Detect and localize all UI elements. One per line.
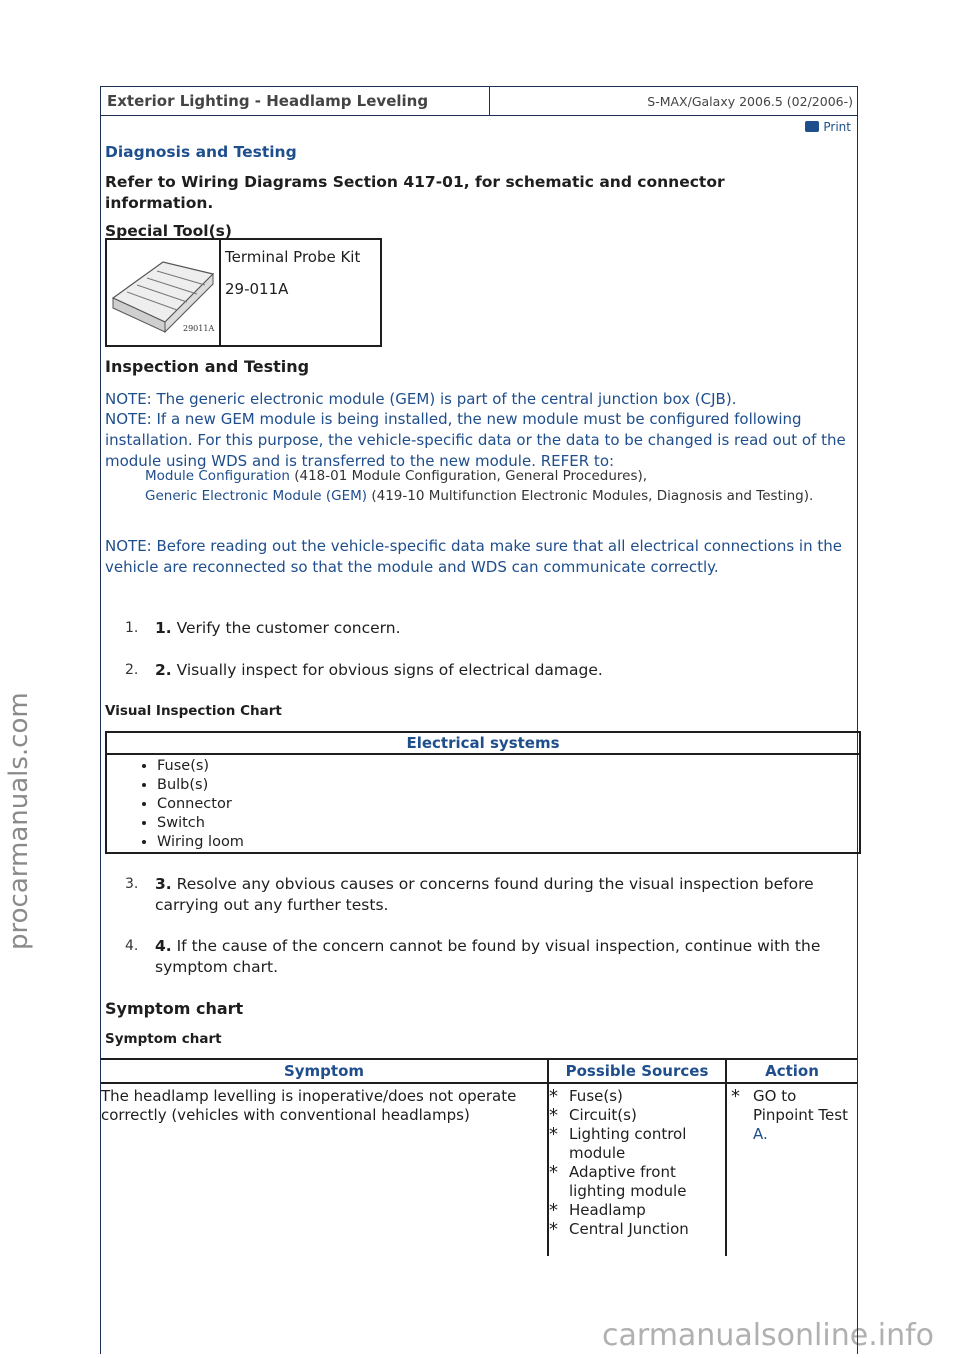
- header-symptom: Symptom: [101, 1060, 549, 1082]
- source-item: * Circuit(s): [549, 1105, 637, 1126]
- page-title: Exterior Lighting - Headlamp Leveling: [101, 87, 490, 115]
- step-text: If the cause of the concern cannot be found by visual inspection, continue with the symptom chart.: [155, 937, 821, 976]
- action-cell: * GO to Pinpoint Test A.: [731, 1086, 848, 1143]
- symptom-heading: Symptom chart: [105, 999, 244, 1018]
- note-gem: NOTE: The generic electronic module (GEM) is part of the central junction box (CJB).: [105, 390, 737, 408]
- step-number: 2.: [125, 662, 139, 678]
- step-text: Verify the customer concern.: [171, 619, 401, 637]
- visual-chart-title: Visual Inspection Chart: [105, 703, 282, 719]
- source-item: * Central Junction: [549, 1219, 689, 1240]
- special-tools-table: [105, 238, 382, 347]
- list-item: • Fuse(s): [157, 757, 859, 776]
- tool-image-label: 29011A: [183, 324, 215, 333]
- source-item: * Fuse(s): [549, 1086, 623, 1107]
- source-item: * Adaptive front lighting module: [549, 1162, 687, 1200]
- gem-link[interactable]: Generic Electronic Module (GEM): [145, 488, 368, 504]
- tool-image: [107, 240, 221, 345]
- tool-code: 29-011A: [225, 280, 289, 298]
- symptom-subheading: Symptom chart: [105, 1031, 222, 1047]
- inspection-title: Inspection and Testing: [105, 357, 310, 376]
- note-new-gem: NOTE: If a new GEM module is being installed, the new module must be configured following installation. For this purpose, the vehicle-specific data or the data to be changed is read out of the module using WDS and is transferred to the new module. REFER to:: [105, 410, 846, 470]
- step-number: 4.: [125, 938, 139, 954]
- printer-icon: [805, 121, 819, 132]
- visual-inspection-table: [105, 731, 861, 854]
- print-label: Print: [823, 120, 851, 134]
- symptom-table: [101, 1058, 857, 1256]
- side-watermark: procarmanuals.com: [4, 692, 34, 950]
- list-item: • Switch: [157, 814, 859, 833]
- module-configuration-link[interactable]: Module Configuration: [145, 468, 290, 484]
- step-text: Resolve any obvious causes or concerns found during the visual inspection before carrying out any further tests.: [155, 875, 814, 914]
- table-row: [101, 1084, 857, 1256]
- pinpoint-test-link[interactable]: A.: [753, 1125, 768, 1143]
- section-title: Diagnosis and Testing: [105, 143, 297, 161]
- special-tools-label: Special Tool(s): [105, 222, 232, 240]
- list-item: • Connector: [157, 795, 859, 814]
- note-reconnect: NOTE: Before reading out the vehicle-specific data make sure that all electrical connections in the vehicle are reconnected so that the module and WDS can communicate correctly.: [105, 537, 842, 576]
- reference-2-text: (419-10 Multifunction Electronic Modules, Diagnosis and Testing).: [367, 488, 814, 504]
- step-number: 1.: [125, 620, 139, 636]
- manual-page: [100, 86, 858, 1354]
- list-item: • Bulb(s): [157, 776, 859, 795]
- sources-cell: [549, 1084, 727, 1256]
- model-label: S-MAX/Galaxy 2006.5 (02/2006-): [647, 94, 853, 109]
- reference-1-text: (418-01 Module Configuration, General Procedures),: [289, 468, 648, 484]
- print-button[interactable]: [805, 120, 851, 134]
- step-bold: 4.: [155, 937, 172, 955]
- page-header: [101, 86, 857, 116]
- step-bold: 3.: [155, 875, 172, 893]
- step-bold: 2.: [155, 661, 172, 679]
- tool-text: [221, 240, 380, 345]
- reference-2: [145, 486, 851, 506]
- bottom-watermark: carmanualsonline.info: [602, 1318, 934, 1353]
- source-item: * Headlamp: [549, 1200, 646, 1221]
- reference-1: [145, 466, 851, 486]
- wiring-reference: Refer to Wiring Diagrams Section 417-01, for schematic and connector information.: [105, 173, 725, 212]
- symptom-cell: The headlamp levelling is inoperative/does not operate correctly (vehicles with conventional headlamps): [101, 1084, 549, 1256]
- action-text: GO to Pinpoint Test: [753, 1087, 848, 1124]
- tool-name: Terminal Probe Kit: [225, 248, 361, 266]
- source-item: * Lighting control module: [549, 1124, 687, 1162]
- visual-table-header: Electrical systems: [107, 733, 859, 755]
- symptom-table-header: [101, 1058, 857, 1084]
- step-number: 3.: [125, 876, 139, 892]
- electrical-systems-list: [107, 757, 859, 852]
- step-text: Visually inspect for obvious signs of electrical damage.: [171, 661, 603, 679]
- step-bold: 1.: [155, 619, 172, 637]
- header-sources: Possible Sources: [549, 1060, 727, 1082]
- probe-kit-illustration: [107, 240, 219, 345]
- header-action: Action: [765, 1062, 819, 1080]
- list-item: • Wiring loom: [157, 833, 859, 852]
